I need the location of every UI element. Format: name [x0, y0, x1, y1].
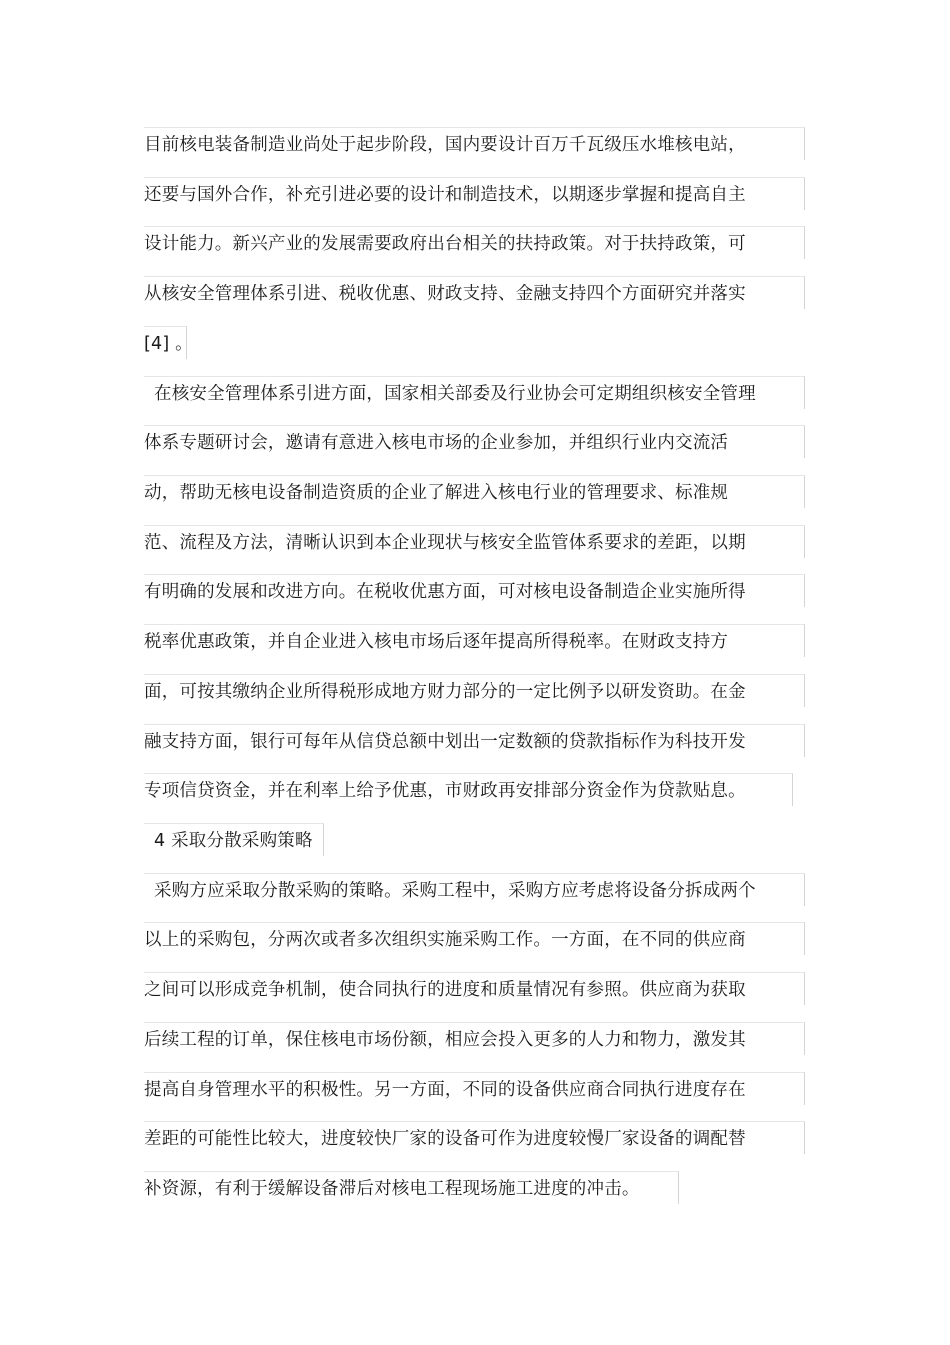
text-line: [144, 425, 805, 458]
text-line: [144, 127, 805, 160]
text-line: [144, 376, 805, 409]
line-text: 有明确的发展和改进方向。在税收优惠方面，可对核电设备制造企业实施所得: [144, 582, 746, 602]
text-line: [144, 922, 805, 955]
text-line: [144, 873, 805, 906]
text-line: [144, 1072, 805, 1105]
text-line: [144, 574, 805, 607]
text-line: [144, 624, 805, 657]
text-line: [144, 724, 805, 757]
line-text: 设计能力。新兴产业的发展需要政府出台相关的扶持政策。对于扶持政策，可: [144, 234, 746, 254]
line-text: 采购方应采取分散采购的策略。采购工程中，采购方应考虑将设备分拆成两个: [154, 881, 756, 901]
line-text: 在核安全管理体系引进方面，国家相关部委及行业协会可定期组织核安全管理: [154, 384, 756, 404]
line-text: [4] 。: [144, 334, 193, 354]
section-heading: [144, 823, 324, 856]
line-text: 后续工程的订单，保住核电市场份额，相应会投入更多的人力和物力，激发其: [144, 1030, 746, 1050]
line-text: 动，帮助无核电设备制造资质的企业了解进入核电行业的管理要求、标准规: [144, 483, 729, 503]
line-text: 差距的可能性比较大，进度较快厂家的设备可作为进度较慢厂家设备的调配替: [144, 1129, 746, 1149]
line-text: 还要与国外合作，补充引进必要的设计和制造技术，以期逐步掌握和提高自主: [144, 185, 746, 205]
text-line: [144, 475, 805, 508]
line-text: 融支持方面，银行可每年从信贷总额中划出一定数额的贷款指标作为科技开发: [144, 732, 746, 752]
text-line: [144, 773, 793, 806]
text-line: [144, 226, 805, 259]
text-line: [144, 972, 805, 1005]
line-text: 体系专题研讨会，邀请有意进入核电市场的企业参加，并组织行业内交流活: [144, 433, 729, 453]
text-line: [144, 1121, 805, 1154]
line-text: 目前核电装备制造业尚处于起步阶段，国内要设计百万千瓦级压水堆核电站，: [144, 135, 746, 155]
line-text: 范、流程及方法，清晰认识到本企业现状与核安全监管体系要求的差距，以期: [144, 533, 746, 553]
text-line: [144, 674, 805, 707]
text-line: [144, 1022, 805, 1055]
line-text: 税率优惠政策，并自企业进入核电市场后逐年提高所得税率。在财政支持方: [144, 632, 729, 652]
line-text: 以上的采购包，分两次或者多次组织实施采购工作。一方面，在不同的供应商: [144, 930, 746, 950]
text-line: [144, 525, 805, 558]
line-text: 之间可以形成竞争机制，使合同执行的进度和质量情况有参照。供应商为获取: [144, 980, 746, 1000]
citation-line: [144, 326, 193, 359]
heading-text: 4 采取分散采购策略: [154, 831, 313, 851]
line-text: 从核安全管理体系引进、税收优惠、财政支持、金融支持四个方面研究并落实: [144, 284, 746, 304]
line-text: 补资源，有利于缓解设备滞后对核电工程现场施工进度的冲击。: [144, 1179, 640, 1199]
line-text: 面，可按其缴纳企业所得税形成地方财力部分的一定比例予以研发资助。在金: [144, 682, 746, 702]
text-line: [144, 177, 805, 210]
text-line: [144, 1171, 679, 1204]
line-text: 提高自身管理水平的积极性。另一方面，不同的设备供应商合同执行进度存在: [144, 1080, 746, 1100]
text-line: [144, 276, 805, 309]
line-text: 专项信贷资金，并在利率上给予优惠，市财政再安排部分资金作为贷款贴息。: [144, 781, 746, 801]
